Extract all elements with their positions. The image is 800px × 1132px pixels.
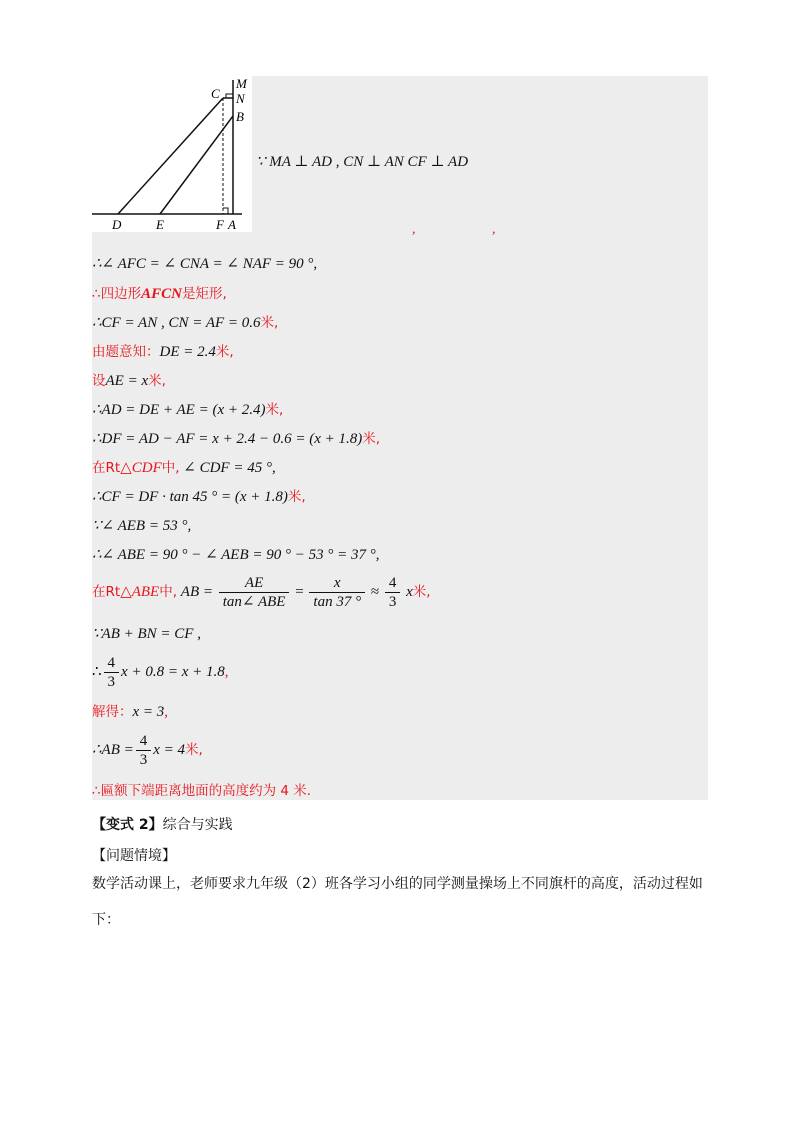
label-C: C	[211, 86, 220, 101]
step-ad: ∴AD = DE + AE = (x + 2.4)米,	[92, 402, 284, 418]
label-D: D	[112, 217, 122, 232]
problem-paragraph: 数学活动课上，老师要求九年级（2）班各学习小组的同学测量操场上不同旗杆的高度，活动过程如下：	[92, 876, 703, 928]
step-equal-sides: ∴CF = AN , CN = AF = 0.6米,	[92, 315, 279, 331]
fraction-ae-over-tan: $\frac{AE}{\text{tan∠ ABE}}$	[219, 574, 290, 611]
label-B: B	[236, 109, 244, 124]
step-triangle-cdf: 在Rt△CDF中, ∠ CDF = 45 °,	[92, 460, 276, 476]
step-triangle-abe: 在Rt△ABE中, AB = $\frac{AE}{\text{tan∠ ABE}}$ = $\frac{x}{\tan 37 ^\circ}$ ≈ $\frac{4}{3}$ x米,	[92, 575, 431, 611]
step-ab-result: ∴AB = $\frac{4}{3}$ x = 4米,	[92, 733, 203, 769]
subsection-title: 【问题情境】	[92, 848, 176, 864]
step-angle-aeb: ∵∠ AEB = 53 °,	[92, 518, 192, 534]
fraction-four-thirds: $\frac{4}{3}$	[385, 574, 401, 611]
label-F: F	[216, 217, 224, 232]
step-sum-equals-cf: ∵AB + BN = CF ,	[92, 626, 201, 642]
step-rectangle: ∴四边形AFCN是矩形,	[92, 286, 227, 302]
fraction-x-over-tan37: $\frac{x}{\tan 37 ^\circ}$	[309, 574, 365, 611]
step-df: ∴DF = AD − AF = x + 2.4 − 0.6 = (x + 1.8)米,	[92, 431, 381, 447]
step-solve: 解得：x = 3,	[92, 704, 169, 720]
geometry-figure	[92, 76, 252, 232]
step-cf-tan45: ∴CF = DF · tan 45 ° = (x + 1.8)米,	[92, 489, 306, 505]
fraction-four-thirds: $\frac{4}{3}$	[136, 732, 152, 769]
label-E: E	[156, 217, 164, 232]
label-N: N	[236, 91, 245, 106]
step-equation: ∴ $\frac{4}{3}$ x + 0.8 = x + 1.8,	[92, 655, 229, 691]
given-perpendiculars: ∵ MA ⊥ AD , CN ⊥ AN CF ⊥ AD	[256, 154, 469, 170]
step-let-ae: 设AE = x米,	[92, 373, 166, 389]
final-answer: ∴匾额下端距离地面的高度约为 4 米.	[92, 783, 312, 799]
label-A: A	[228, 217, 236, 232]
comma-mark: ,	[492, 222, 496, 237]
comma-mark: ,	[412, 222, 416, 237]
section-title: 【变式 2】综合与实践	[92, 817, 233, 833]
step-given-de: 由题意知：DE = 2.4米,	[92, 344, 234, 360]
step-angle-abe: ∴∠ ABE = 90 ° − ∠ AEB = 90 ° − 53 ° = 37 °,	[92, 547, 380, 563]
label-M: M	[236, 76, 247, 91]
step-right-angles: ∴∠ AFC = ∠ CNA = ∠ NAF = 90 °,	[92, 256, 318, 272]
fraction-four-thirds: $\frac{4}{3}$	[104, 654, 120, 691]
